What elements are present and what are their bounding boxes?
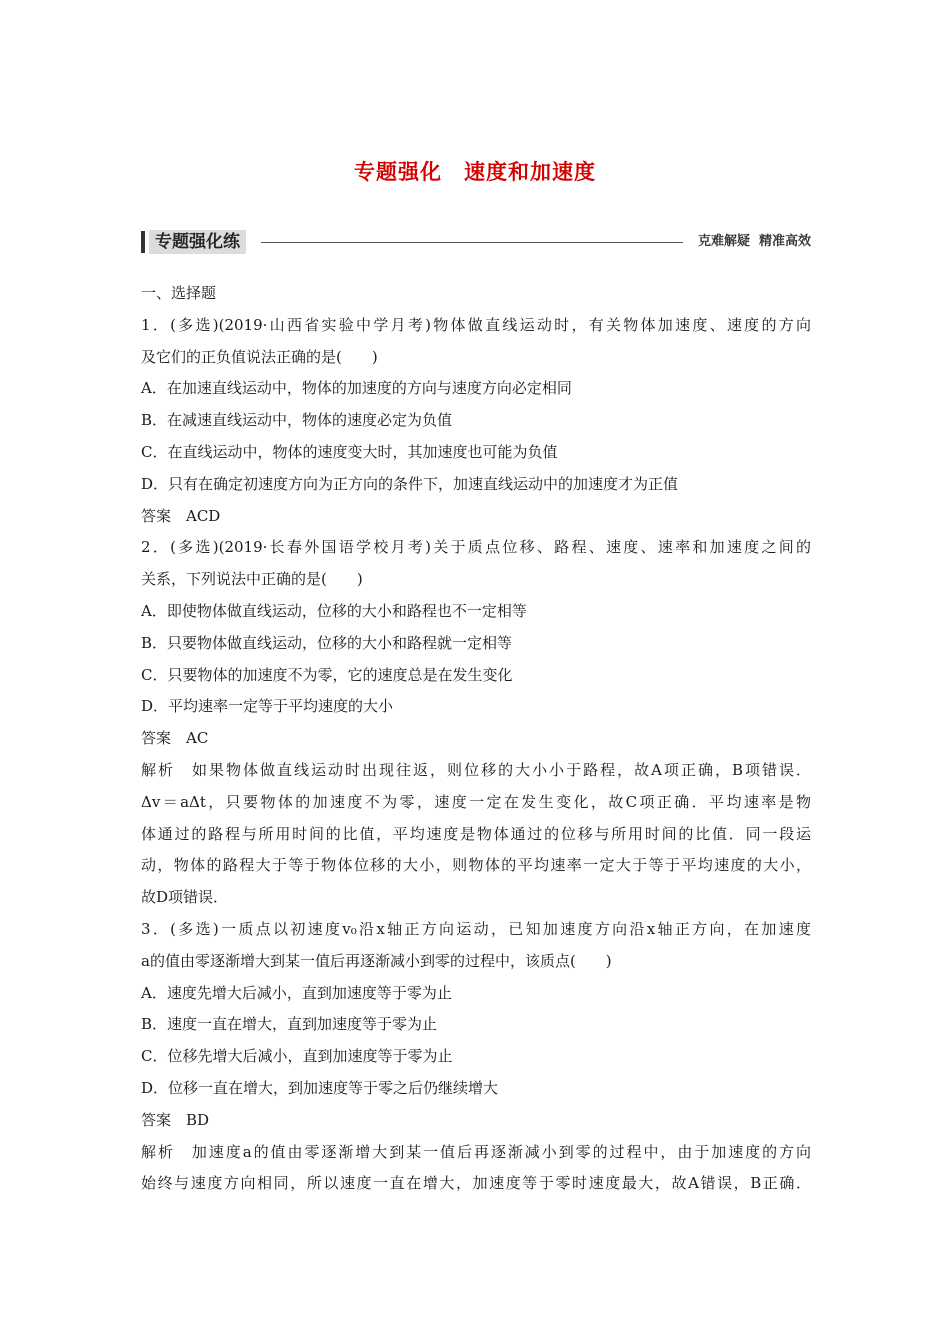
question-3-option-c: C．位移先增大后减小，直到加速度等于零为止: [141, 1047, 453, 1066]
section-tagline: 克难解疑 精准高效: [697, 234, 811, 249]
question-3-option-d: D．位移一直在增大，到加速度等于零之后仍继续增大: [141, 1078, 499, 1097]
question-2-option-d: D．平均速率一定等于平均速度的大小: [141, 697, 394, 716]
question-1-answer: 答案 ACD: [141, 506, 221, 525]
question-2-analysis-end: 故D项错误．: [141, 888, 229, 907]
question-1-option-b: B．在减速直线运动中，物体的速度必定为负值: [141, 411, 453, 430]
question-1-option-d: D．只有在确定初速度方向为正方向的条件下，加速直线运动中的加速度才为正值: [141, 474, 679, 493]
question-2-stem: 2．(多选)(2019·长春外国语学校月考)关于质点位移、路程、速度、速率和加速度之间的: [141, 538, 811, 557]
question-2-option-b: B．只要物体做直线运动，位移的大小和路程就一定相等: [141, 633, 513, 652]
question-3-analysis: 解析 加速度a的值由零逐渐增大到某一值后再逐渐减小到零的过程中，由于加速度的方向: [141, 1142, 811, 1161]
page-title: 专题强化 速度和加速度: [354, 160, 596, 184]
question-1-option-a: A．在加速直线运动中，物体的加速度的方向与速度方向必定相同: [141, 379, 572, 398]
question-1-stem: 1．(多选)(2019·山西省实验中学月考)物体做直线运动时，有关物体加速度、速度的方向: [141, 315, 811, 334]
section-label: 专题强化练: [149, 230, 246, 254]
section-heading-choice: 一、选择题: [141, 284, 217, 302]
question-2-stem-cont: 关系，下列说法中正确的是( ): [141, 570, 363, 589]
question-2-analysis-cont: 动，物体的路程大于等于物体位移的大小，则物体的平均速率一定大于等于平均速度的大小，: [141, 856, 811, 875]
section-marker: [141, 231, 145, 253]
section-header-bar: [141, 229, 811, 255]
question-2-option-a: A．即使物体做直线运动，位移的大小和路程也不一定相等: [141, 601, 527, 620]
question-3-analysis-cont: 始终与速度方向相同，所以速度一直在增大，加速度等于零时速度最大，故A错误，B正确．: [141, 1174, 811, 1193]
question-2-answer: 答案 AC: [141, 729, 209, 748]
question-2-option-c: C．只要物体的加速度不为零，它的速度总是在发生变化: [141, 665, 513, 684]
question-2-analysis-cont: 体通过的路程与所用时间的比值，平均速度是物体通过的位移与所用时间的比值．同一段运: [141, 824, 811, 843]
document-body: [141, 278, 811, 1200]
question-1-stem-cont: 及它们的正负值说法正确的是( ): [141, 347, 378, 366]
question-3-stem-cont: a的值由零逐渐增大到某一值后再逐渐减小到零的过程中，该质点( ): [141, 951, 612, 970]
question-2-analysis-cont: Δv＝aΔt，只要物体的加速度不为零，速度一定在发生变化，故C项正确．平均速率是物: [141, 792, 811, 811]
section-divider-line: [261, 242, 683, 243]
question-3-stem: 3．(多选)一质点以初速度v₀沿x轴正方向运动，已知加速度方向沿x轴正方向，在加速度: [141, 919, 811, 938]
question-1-option-c: C．在直线运动中，物体的速度变大时，其加速度也可能为负值: [141, 442, 558, 461]
question-3-option-a: A．速度先增大后减小，直到加速度等于零为止: [141, 983, 452, 1002]
question-3-option-b: B．速度一直在增大，直到加速度等于零为止: [141, 1015, 438, 1034]
question-2-analysis: 解析 如果物体做直线运动时出现往返，则位移的大小小于路程，故A项正确，B项错误．: [141, 760, 811, 779]
question-3-answer: 答案 BD: [141, 1110, 210, 1129]
